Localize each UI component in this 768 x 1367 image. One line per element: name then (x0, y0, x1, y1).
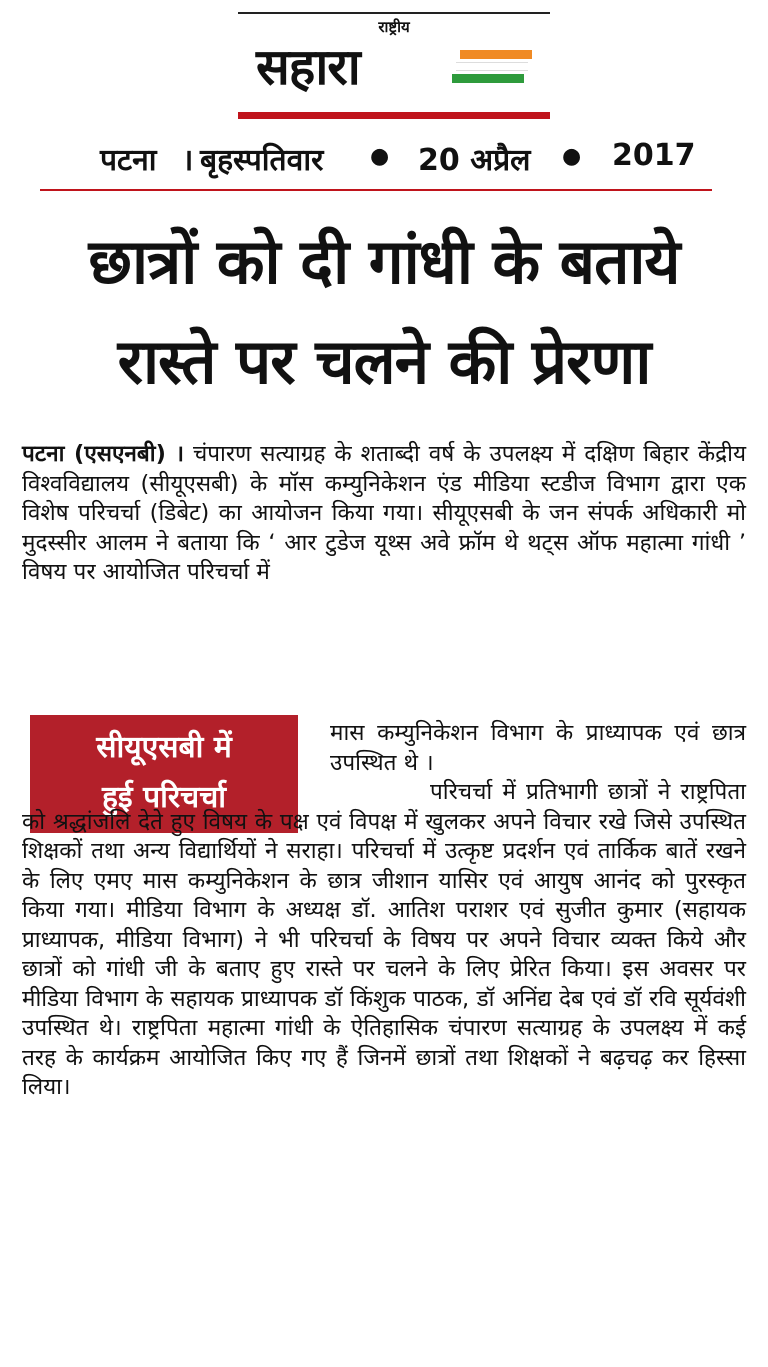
masthead-top-rule (238, 12, 550, 14)
dateline (40, 138, 730, 182)
pull-quote-line-1: सीयूएसबी में (96, 730, 232, 765)
dateline-day: बृहस्पतिवार (200, 143, 324, 178)
headline (20, 212, 748, 412)
pull-quote-line-2: हुई परिचर्चा (101, 780, 227, 815)
dateline-separator: । (182, 143, 194, 178)
masthead-red-rule (238, 112, 550, 119)
dateline-bullet-2: ● (562, 144, 582, 169)
dateline-city: पटना (100, 143, 157, 178)
masthead-small-title: राष्ट्रीय (378, 18, 410, 36)
dateline-date: 20 अप्रैल (418, 143, 531, 178)
article-paragraph-1 (22, 440, 746, 588)
dateline-rule (40, 189, 712, 191)
article-para1-text: चंपारण सत्याग्रह के शताब्दी वर्ष के उपलक्ष्य में दक्षिण बिहार केंद्रीय विश्वविद्यालय (सीयूएसबी) के मॉस कम्युनिकेशन एंड मीडिया स्टडीज विभाग द्वारा एक विशेष परिचर्चा (डिबेट) का आयोजन किया गया। सीयूएसबी के जन संपर्क अधिकारी मो मुदस्सीर आलम ने बताया कि ‘ आर टुडेज यूथ्स अवे फ्रॉम थे थट्स ऑफ महात्मा गांधी ’ विषय पर आयोजित परिचर्चा में (22, 441, 747, 585)
article-lead: पटना (एसएनबी) । (22, 441, 185, 467)
headline-line-1: छात्रों को दी गांधी के बताये (88, 225, 680, 298)
masthead-logo (238, 36, 550, 98)
masthead-logo-text: सहारा (256, 38, 360, 96)
flag-stripe-green (452, 74, 524, 83)
article-paragraph-3: परिचर्चा में प्रतिभागी छात्रों ने राष्ट्रपिता को श्रद्धांजलि देते हुए विषय के पक्ष एवं विपक्ष में खुलकर अपने विचार रखे जिसे उपस्थित शिक्षकों तथा अन्य विद्यार्थियों ने सराहा। परिचर्चा में उत्कृष्ट प्रदर्शन एवं तार्किक बातें रखने के लिए एमए मास कम्युनिकेशन के छात्र जीशान यासिर एवं आयुष आनंद को पुरस्कृत किया गया। मीडिया विभाग के अध्यक्ष डॉ. आतिश पराशर एवं सुजीत कुमार (सहायक प्राध्यापक, मीडिया विभाग) ने भी परिचर्चा के विषय पर अपने विचार व्यक्त किये और छात्रों को गांधी जी के बताए हुए रास्ते पर चलने के लिए प्रेरित किया। इस अवसर पर मीडिया विभाग के सहायक प्राध्यापक डॉ किंशुक पाठक, डॉ अनिंद्य देब एवं डॉ रवि सूर्यवंशी उपस्थित थे। राष्ट्रपिता महात्मा गांधी के ऐतिहासिक चंपारण सत्याग्रह के उपलक्ष्य में कई तरह के कार्यक्रम आयोजित किए गए हैं जिनमें छात्रों तथा शिक्षकों ने बढ़चढ़ कर हिस्सा लिया। (22, 779, 746, 1100)
dateline-year: 2017 (612, 138, 696, 173)
article-paragraph-2: मास कम्युनिकेशन विभाग के प्राध्यापक एवं छात्र उपस्थित थे । (330, 720, 746, 776)
dateline-bullet-1: ● (370, 144, 390, 169)
headline-line-2: रास्ते पर चलने की प्रेरणा (117, 325, 651, 398)
flag-stripe-white (456, 62, 528, 71)
flag-stripe-saffron (460, 50, 532, 59)
